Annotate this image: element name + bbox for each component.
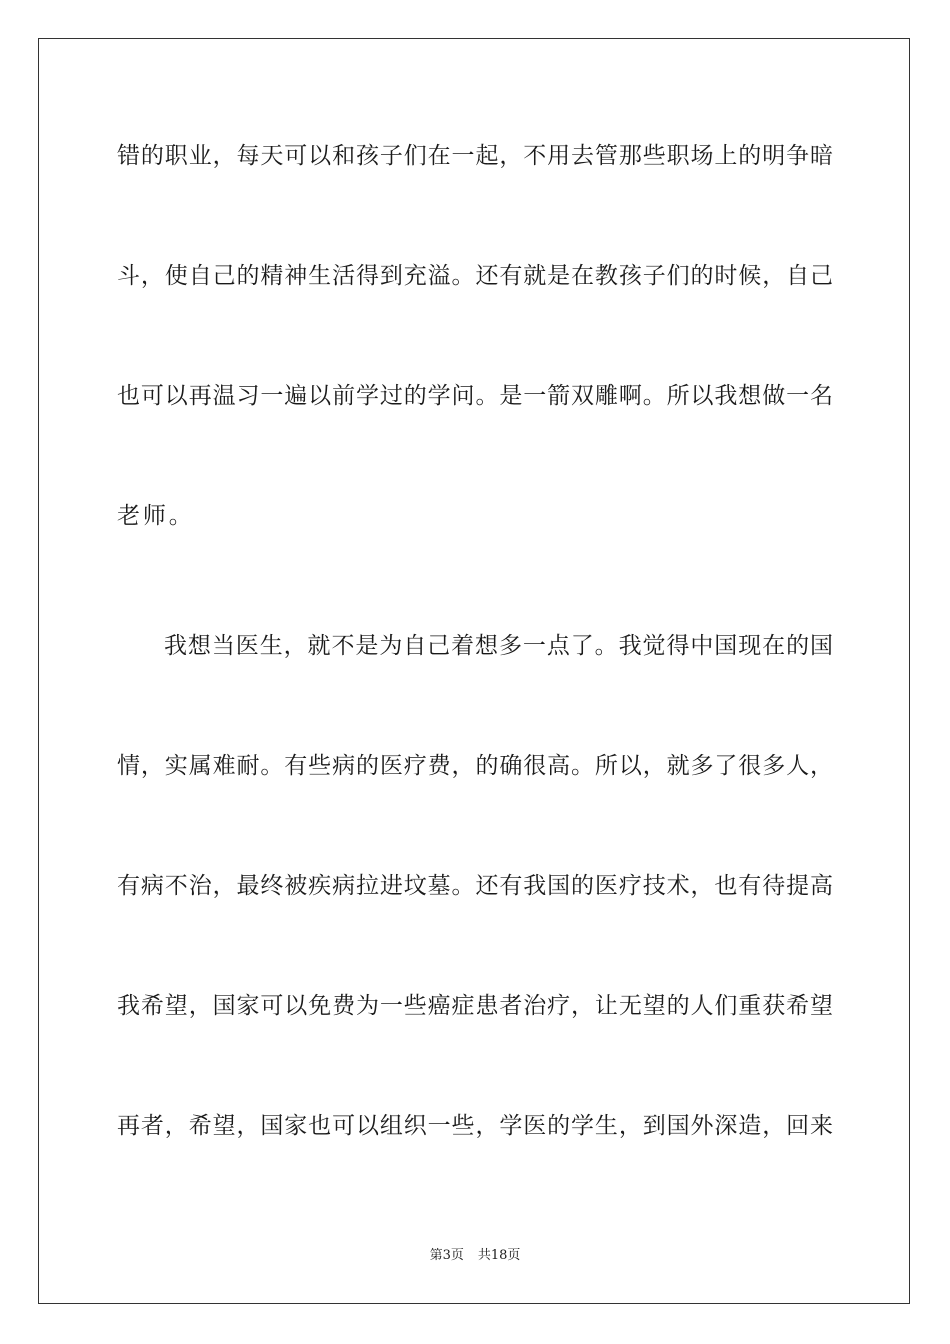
text-line: 错的职业，每天可以和孩子们在一起，不用去管那些职场上的明争暗 (117, 143, 833, 169)
text-line: 情，实属难耐。有些病的医疗费，的确很高。所以，就多了很多人， (117, 753, 833, 779)
text-line: 也可以再温习一遍以前学过的学问。是一箭双雕啊。所以我想做一名 (117, 383, 833, 409)
page-footer (0, 1247, 950, 1265)
text-line: 我希望，国家可以免费为一些癌症患者治疗，让无望的人们重获希望 (117, 993, 833, 1019)
text-line: 有病不治，最终被疾病拉进坟墓。还有我国的医疗技术，也有待提高 (117, 873, 833, 899)
text-line: 老师。 (117, 503, 195, 529)
text-line: 再者，希望，国家也可以组织一些，学医的学生，到国外深造，回来 (117, 1113, 833, 1139)
page-number: 第3页 (429, 1248, 464, 1263)
text-line: 斗，使自己的精神生活得到充溢。还有就是在教孩子们的时候，自己 (117, 263, 833, 289)
page-total: 共18页 (477, 1248, 521, 1263)
text-line: 我想当医生，就不是为自己着想多一点了。我觉得中国现在的国 (164, 633, 833, 659)
